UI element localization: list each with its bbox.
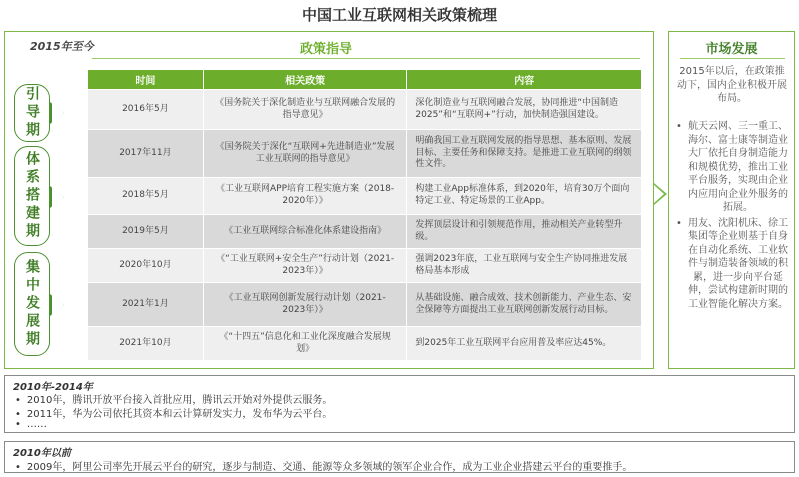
- table-row: [88, 90, 642, 130]
- list-item: • 2010年，腾讯开放平台接入首批应用，腾讯云开始对外提供云服务。: [15, 391, 332, 406]
- market-list: [676, 120, 788, 313]
- market-divider: [680, 58, 785, 59]
- column-header-time: 时间: [88, 70, 204, 90]
- cell-policy: 《工业互联网创新发展行动计划（2021-2023年）》: [203, 283, 407, 327]
- cell-content: 构建工业App标准体系，到2020年，培育30万个面向特定工业、特定场景的工业App。: [407, 178, 642, 215]
- table-row: [88, 283, 642, 327]
- policy-divider: [92, 58, 640, 59]
- cell-time: 2018年5月: [88, 178, 204, 215]
- market-intro: 2015年以后，在政策推动下，国内企业积极开展布局。: [677, 66, 787, 104]
- cell-time: 2020年10月: [88, 249, 204, 283]
- phase-system-building-label: 体系搭建期: [24, 151, 40, 241]
- cell-content: 从基础设施、融合成效、技术创新能力、产业生态、安全保障等方面提出工业互联网创新发展行动目标。: [407, 283, 642, 327]
- table-row: [88, 215, 642, 249]
- cell-content: 强调2023年底，工业互联网与安全生产协同推进发展格局基本形成: [407, 249, 642, 283]
- table-row: [88, 130, 642, 178]
- cell-policy: 《“工业互联网+安全生产”行动计划（2021-2023年）》: [203, 249, 407, 283]
- phase-guidance: [14, 84, 50, 142]
- list-item: • 航天云网、三一重工、海尔、富士康等制造业大厂依托自身制造能力和规模优势，推出工业平台服务，实现由企业内应用向企业外服务的拓展。: [676, 120, 788, 215]
- list-item: • 2009年，阿里公司率先开展云平台的研究，逐步与制造、交通、能源等众多领域的领军企业合作，成为工业企业搭建云平台的重要推手。: [15, 458, 632, 473]
- cell-time: 2017年11月: [88, 130, 204, 178]
- policy-period-label: 2015年至今: [30, 40, 94, 53]
- cell-time: 2021年1月: [88, 283, 204, 327]
- phase-concentrated-development-label: 集中发展期: [24, 259, 40, 349]
- column-header-policy: 相关政策: [203, 70, 407, 90]
- cell-content: 明确我国工业互联网发展的指导思想、基本原则、发展目标、主要任务和保障支持。是推进工业互联网的纲领性文件。: [407, 130, 642, 178]
- phase-guidance-label: 引导期: [24, 86, 40, 140]
- phase-system-building: [14, 146, 50, 246]
- cell-policy: 《工业互联网APP培育工程实施方案（2018-2020年）》: [203, 178, 407, 215]
- cell-policy: 《“十四五”信息化和工业化深度融合发展规划》: [203, 327, 407, 361]
- table-row: [88, 178, 642, 215]
- history-before-2010-title: 2010年以前: [13, 448, 71, 459]
- cell-content: 到2025年工业互联网平台应用普及率应达45%。: [407, 327, 642, 361]
- cell-content: 深化制造业与互联网融合发展，协同推进“中国制造2025”和“互联网+”行动，加快制造强国建设。: [407, 90, 642, 130]
- market-heading: 市场发展: [705, 42, 758, 57]
- table-row: [88, 249, 642, 283]
- history-before-2010-panel: [4, 441, 795, 473]
- history-2010-panel: [4, 375, 795, 433]
- phase-concentrated-development: [14, 252, 50, 356]
- cell-policy: 《工业互联网综合标准化体系建设指南》: [203, 215, 407, 249]
- list-item: • 用友、沈阳机床、徐工集团等企业则基于自身在自动化系统、工业软件与制造装备领域的积累，进一步向平台延伸，尝试构建新时期的工业智能化解决方案。: [676, 217, 788, 312]
- cell-time: 2016年5月: [88, 90, 204, 130]
- list-item: • 2011年，华为公司依托其资本和云计算研发实力，发布华为云平台。: [15, 405, 332, 420]
- page-title: 中国工业互联网相关政策梳理: [301, 6, 497, 24]
- cell-policy: 《国务院关于深化制造业与互联网融合发展的指导意见》: [203, 90, 407, 130]
- cell-content: 发挥顶层设计和引领规范作用，推动相关产业转型升级。: [407, 215, 642, 249]
- table-row: [88, 327, 642, 361]
- cell-time: 2019年5月: [88, 215, 204, 249]
- cell-time: 2021年10月: [88, 327, 204, 361]
- cell-policy: 《国务院关于深化“互联网+先进制造业”发展工业互联网的指导意见》: [203, 130, 407, 178]
- policy-table: [87, 69, 642, 361]
- list-item: • ……: [15, 419, 47, 430]
- history-2010-title: 2010年-2014年: [13, 382, 93, 393]
- column-header-content: 内容: [407, 70, 642, 90]
- policy-heading: 政策指导: [300, 42, 353, 57]
- table-header-row: [88, 70, 642, 90]
